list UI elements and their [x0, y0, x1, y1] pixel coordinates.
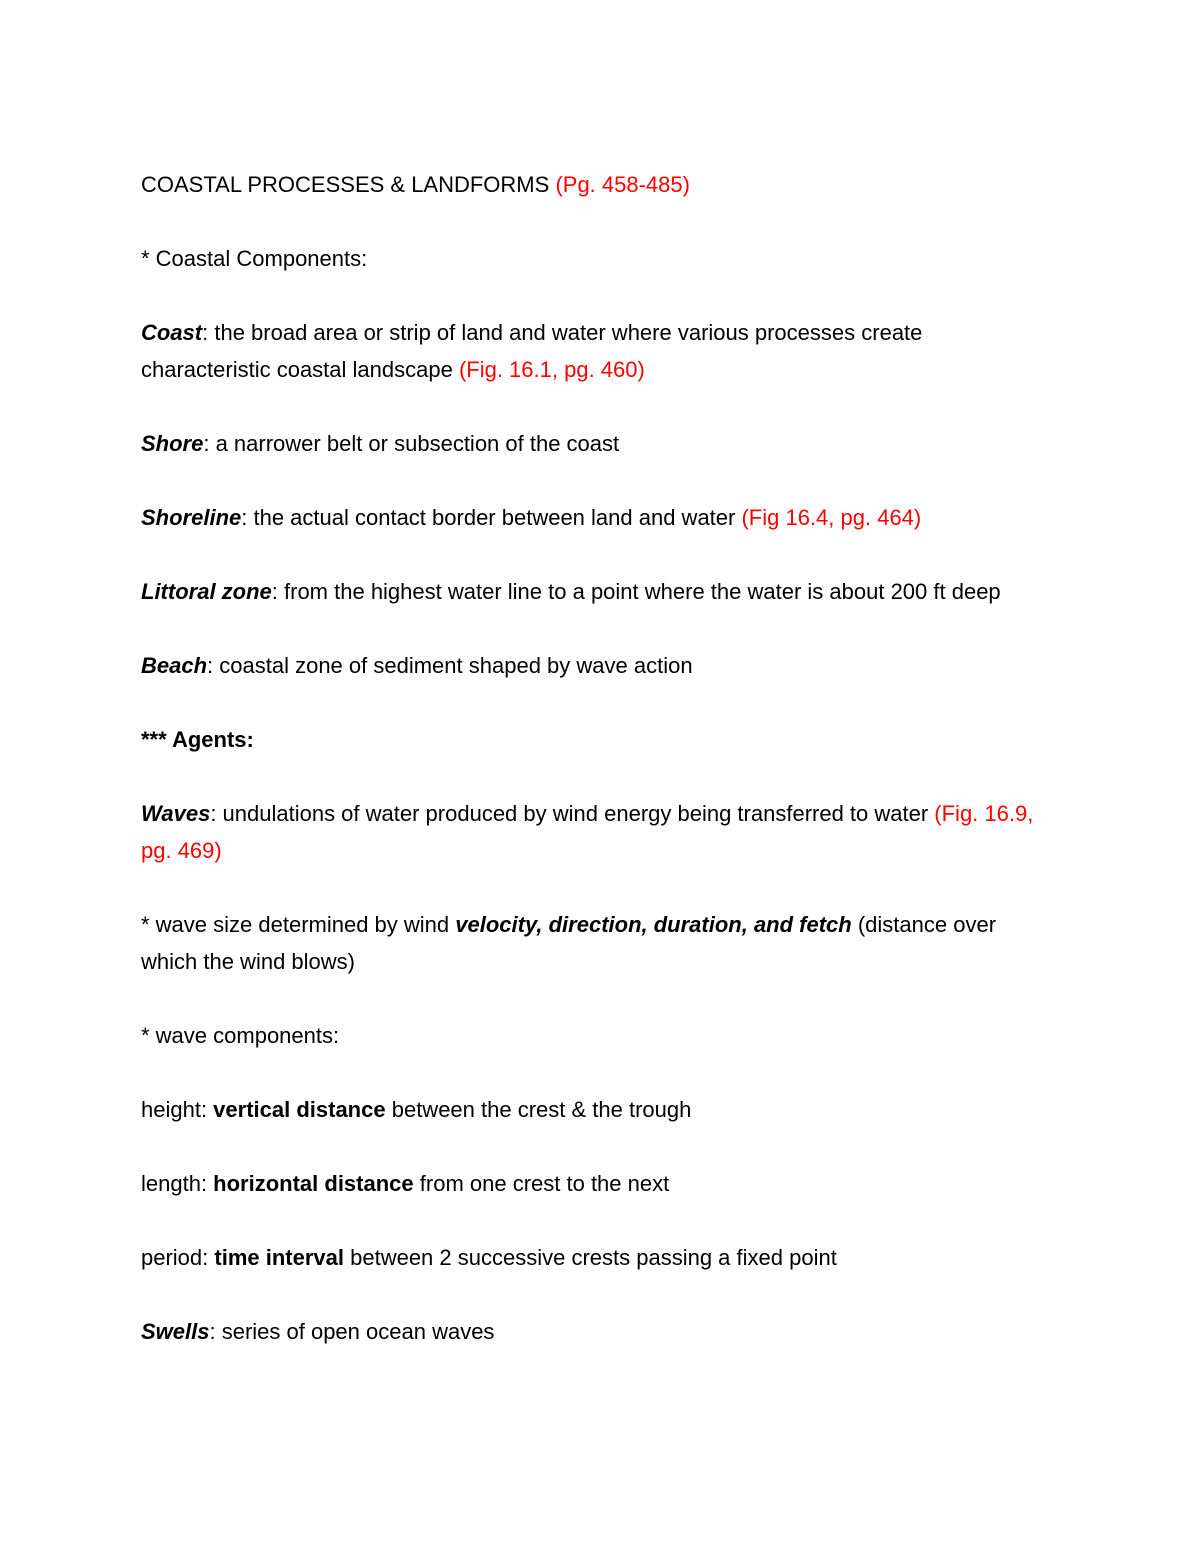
wave-component-height: height: vertical distance between the crest & the trough	[141, 1097, 692, 1122]
definition-coast	[141, 314, 1041, 388]
definition-shore	[141, 425, 1041, 462]
text-beach: : coastal zone of sediment shaped by wave action	[207, 653, 693, 678]
term-shoreline: Shoreline	[141, 505, 242, 530]
wave-size-factors: velocity, direction, duration, and fetch	[455, 912, 852, 937]
term-coast: Coast	[141, 320, 203, 345]
section-heading-agents: *** Agents:	[141, 727, 254, 752]
definition-shoreline	[141, 499, 1041, 536]
ref-shoreline: (Fig 16.4, pg. 464)	[741, 505, 922, 530]
text-swells: : series of open ocean waves	[209, 1319, 495, 1344]
definition-beach	[141, 647, 1041, 684]
wave-component-period: period: time interval between 2 successive crests passing a fixed point	[141, 1245, 837, 1270]
text-littoral-zone: : from the highest water line to a point where the water is about 200 ft deep	[271, 579, 1001, 604]
definition-waves	[141, 795, 1041, 869]
term-shore: Shore	[141, 431, 204, 456]
length-key-term: horizontal distance	[213, 1171, 414, 1196]
period-key-term: time interval	[214, 1245, 344, 1270]
ref-waves: (Fig. 16.9, pg. 469)	[141, 801, 1034, 863]
text-coast: : the broad area or strip of land and water where various processes create characteristic coastal landscape	[141, 320, 923, 382]
ref-coast: (Fig. 16.1, pg. 460)	[458, 357, 645, 382]
wave-size-note: * wave size determined by wind velocity, direction, duration, and fetch (distance over which the wind blows)	[141, 912, 997, 974]
text-shore: : a narrower belt or subsection of the coast	[203, 431, 620, 456]
title-main: COASTAL PROCESSES & LANDFORMS	[141, 172, 550, 197]
term-waves: Waves	[141, 801, 211, 826]
term-swells: Swells	[141, 1319, 210, 1344]
text-waves: : undulations of water produced by wind energy being transferred to water	[210, 801, 935, 826]
definition-littoral-zone	[141, 573, 1041, 610]
document-title	[141, 166, 1041, 203]
term-littoral-zone: Littoral zone	[141, 579, 272, 604]
section-heading-components: * Coastal Components:	[141, 246, 368, 271]
text-shoreline: : the actual contact border between land and water	[241, 505, 742, 530]
title-page-ref: (Pg. 458-485)	[555, 172, 690, 197]
height-key-term: vertical distance	[213, 1097, 386, 1122]
wave-components-heading: * wave components:	[141, 1023, 340, 1048]
term-beach: Beach	[141, 653, 208, 678]
document-body	[141, 166, 1041, 1387]
wave-component-length: length: horizontal distance from one crest to the next	[141, 1171, 670, 1196]
definition-swells	[141, 1313, 1041, 1350]
